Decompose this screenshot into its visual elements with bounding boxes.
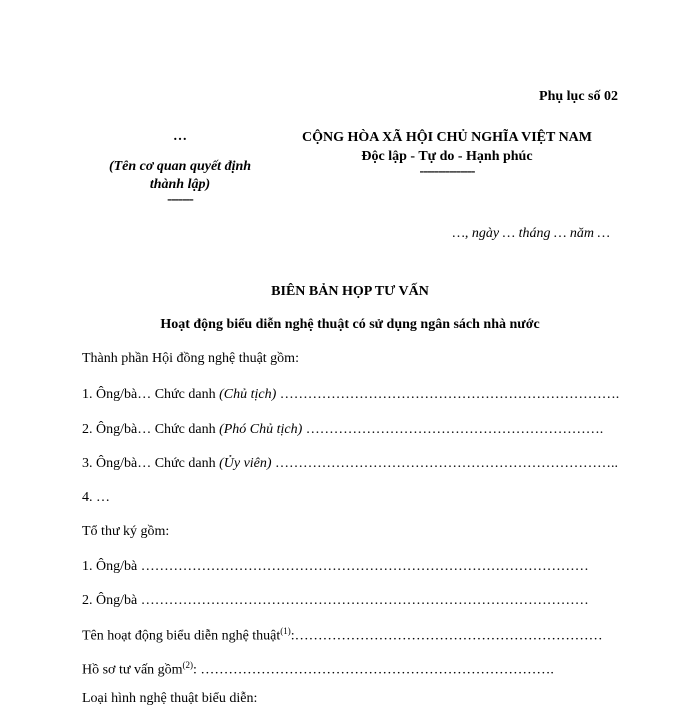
document-subtitle: Hoạt động biểu diễn nghệ thuật có sử dụng ngân sách nhà nước	[160, 317, 540, 332]
agency-block	[85, 128, 275, 206]
member-role: (Chủ tịch)	[219, 387, 277, 402]
nation-name: CỘNG HÒA XÃ HỘI CHỦ NGHĨA VIỆT NAM	[301, 130, 592, 145]
member-dots: ……………………………………………………………….	[276, 387, 620, 402]
agency-name-line1: (Tên cơ quan quyết định	[108, 159, 252, 174]
field-dots: :…………………………………………………………	[290, 628, 603, 644]
council-member-2	[82, 422, 603, 438]
field-label: Hồ sơ tư vấn gồm	[82, 662, 183, 678]
secretariat-member-2: 2. Ông/bà ……………………………………………………………………………………	[82, 593, 589, 608]
member-prefix: 2. Ông/bà… Chức danh	[82, 422, 220, 437]
member-prefix: 1. Ông/bà… Chức danh	[82, 387, 220, 402]
secretariat-member-1: 1. Ông/bà ……………………………………………………………………………………	[82, 559, 589, 574]
council-member-3	[82, 456, 618, 472]
member-dots: ……………………………………………………….	[302, 422, 604, 437]
member-dots: ………………………………………………………………..	[271, 456, 619, 471]
dossier-field	[82, 660, 554, 679]
agency-rule: -------	[167, 192, 193, 207]
council-heading: Thành phần Hội đồng nghệ thuật gồm:	[82, 351, 299, 366]
agency-placeholder: …	[173, 129, 187, 144]
council-member-more: 4. …	[82, 490, 110, 505]
secretariat-heading: Tổ thư ký gồm:	[82, 524, 170, 539]
activity-name-field	[82, 626, 603, 645]
agency-name-line2: thành lập)	[149, 177, 211, 192]
member-role: (Ủy viên)	[219, 456, 272, 471]
field-dots: : ………………………………………………………………….	[193, 662, 554, 678]
national-motto: Độc lập - Tự do - Hạnh phúc	[361, 149, 533, 164]
member-prefix: 3. Ông/bà… Chức danh	[82, 456, 220, 471]
appendix-number: Phụ lục số 02	[539, 89, 618, 104]
motto-rule: ---------------	[419, 164, 475, 179]
footnote-ref: (1)	[280, 626, 291, 636]
field-label: Tên hoạt động biểu diễn nghệ thuật	[82, 628, 281, 644]
document-title: BIÊN BẢN HỌP TƯ VẤN	[271, 284, 429, 299]
footnote-ref: (2)	[182, 660, 194, 670]
national-header	[262, 128, 632, 178]
date-line: …, ngày … tháng … năm …	[452, 226, 610, 241]
art-type-field: Loại hình nghệ thuật biểu diễn:	[82, 691, 258, 706]
member-role: (Phó Chủ tịch)	[219, 422, 303, 437]
council-member-1	[82, 387, 619, 403]
